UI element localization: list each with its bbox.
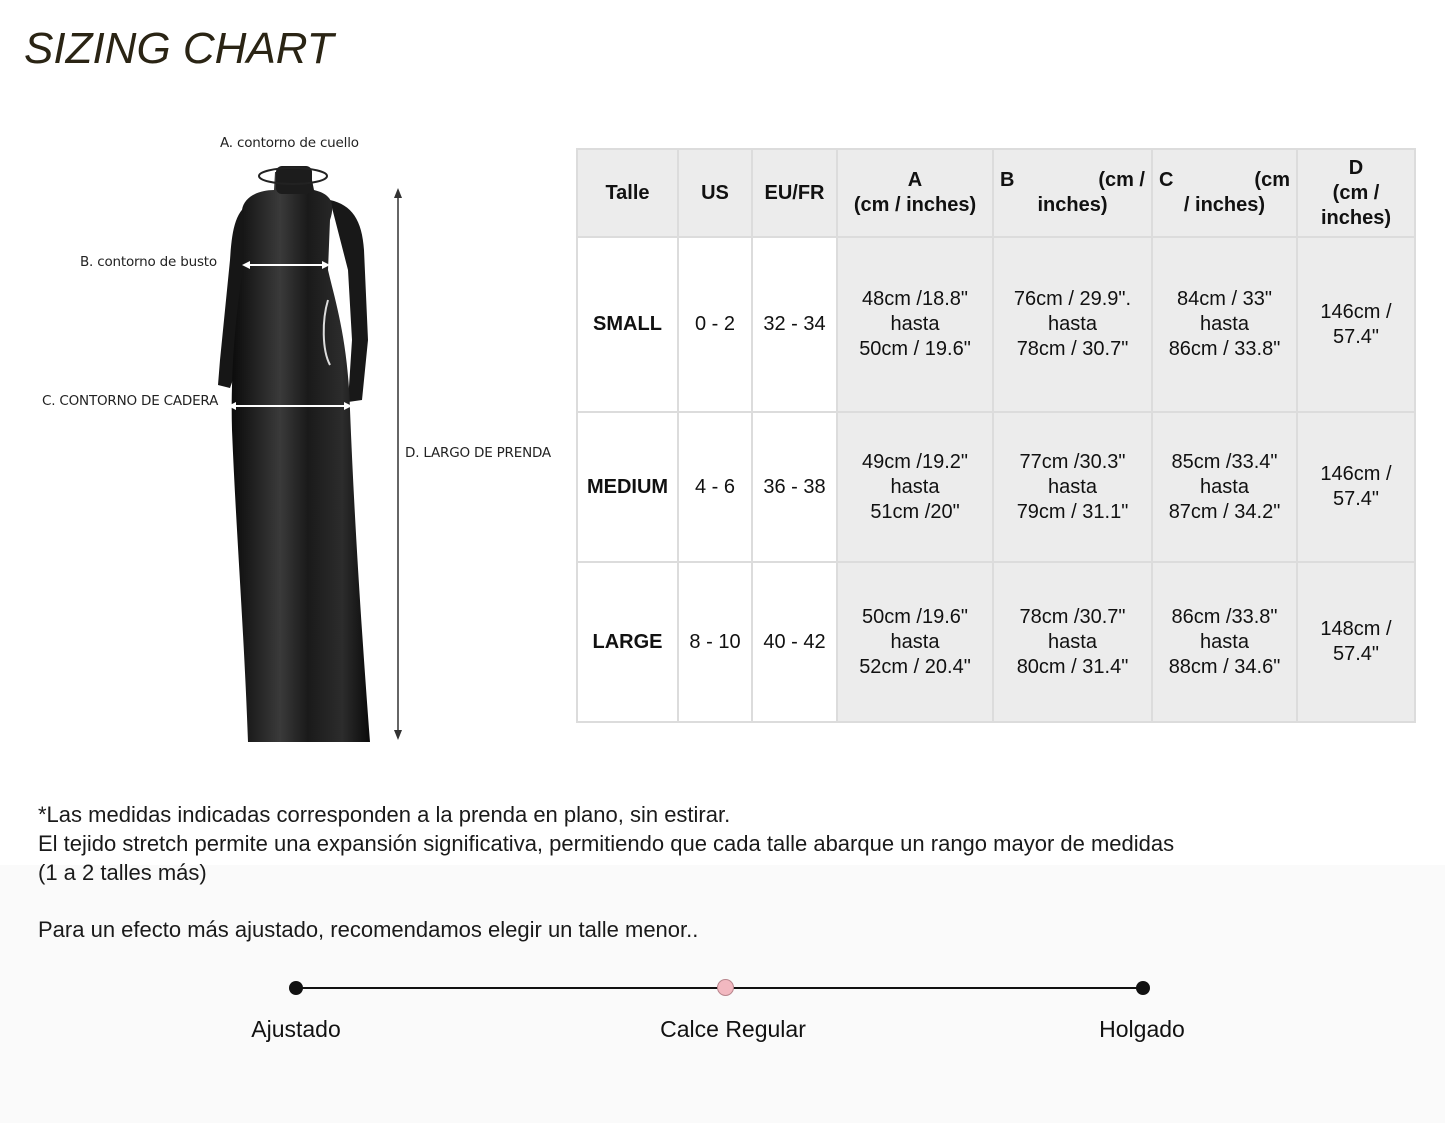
cell-talle: MEDIUM [577, 412, 678, 562]
header-a [837, 149, 993, 237]
table-row [577, 412, 1415, 562]
cell-d: 146cm / 57.4" [1297, 412, 1415, 562]
header-a-unit: (cm / inches) [853, 194, 977, 216]
header-b [993, 149, 1152, 237]
cell-us: 4 - 6 [678, 412, 752, 562]
header-d [1297, 149, 1415, 237]
label-length: D. LARGO DE PRENDA [405, 445, 551, 461]
table-header-row [577, 149, 1415, 237]
header-eufr: EU/FR [752, 149, 837, 237]
header-c-letter: C [1159, 169, 1174, 191]
cell-b: 78cm /30.7" hasta 80cm / 31.4" [993, 562, 1152, 722]
note-fit-tip: Para un efecto más ajustado, recomendamos elegir un talle menor.. [38, 917, 699, 942]
note-flat-measure: *Las medidas indicadas corresponden a la prenda en plano, sin estirar. [38, 802, 731, 827]
note-stretch: El tejido stretch permite una expansión significativa, permitiendo que cada talle abarque un rango mayor de medidas [38, 831, 1175, 856]
cell-d: 148cm / 57.4" [1297, 562, 1415, 722]
cell-a: 50cm /19.6" hasta 52cm / 20.4" [837, 562, 993, 722]
cell-c: 84cm / 33" hasta 86cm / 33.8" [1152, 237, 1297, 412]
cell-b: 76cm / 29.9". hasta 78cm / 30.7" [993, 237, 1152, 412]
dress-illustration [30, 110, 560, 760]
cell-c: 86cm /33.8" hasta 88cm / 34.6" [1152, 562, 1297, 722]
label-hip: C. CONTORNO DE CADERA [42, 393, 219, 409]
header-b-unit-2: inches) [1037, 194, 1108, 216]
cell-a: 48cm /18.8" hasta 50cm / 19.6" [837, 237, 993, 412]
cell-eufr: 36 - 38 [752, 412, 837, 562]
cell-a: 49cm /19.2" hasta 51cm /20" [837, 412, 993, 562]
cell-talle: LARGE [577, 562, 678, 722]
header-us: US [678, 149, 752, 237]
header-b-unit: (cm / [1098, 169, 1145, 191]
header-c-unit-2: / inches) [1183, 194, 1266, 216]
cell-talle: SMALL [577, 237, 678, 412]
cell-d: 146cm / 57.4" [1297, 237, 1415, 412]
header-d-unit-2: inches) [1320, 206, 1392, 229]
cell-us: 8 - 10 [678, 562, 752, 722]
table-row [577, 562, 1415, 722]
cell-c: 85cm /33.4" hasta 87cm / 34.2" [1152, 412, 1297, 562]
header-d-letter: D [1348, 156, 1364, 179]
page-title: SIZING CHART [24, 24, 334, 73]
table-row [577, 237, 1415, 412]
cell-b: 77cm /30.3" hasta 79cm / 31.1" [993, 412, 1152, 562]
header-talle: Talle [577, 149, 678, 237]
fit-dot-regular-selected [717, 979, 734, 996]
header-c-unit: (cm [1254, 169, 1290, 191]
label-bust: B. contorno de busto [80, 254, 217, 270]
label-neck: A. contorno de cuello [220, 135, 359, 151]
header-a-letter: A [907, 169, 923, 191]
neck [276, 166, 312, 194]
header-b-letter: B [1000, 169, 1015, 191]
cell-eufr: 32 - 34 [752, 237, 837, 412]
header-d-unit: (cm / [1332, 181, 1380, 204]
fit-label-regular: Calce Regular [660, 1016, 806, 1042]
cell-eufr: 40 - 42 [752, 562, 837, 722]
fit-label-ajustado: Ajustado [251, 1016, 341, 1042]
cell-us: 0 - 2 [678, 237, 752, 412]
sizing-notes [38, 800, 1174, 944]
note-stretch-range: (1 a 2 talles más) [38, 860, 207, 885]
fit-dot-holgado [1136, 981, 1150, 995]
header-c [1152, 149, 1297, 237]
sizing-table [576, 148, 1416, 723]
fit-scale [0, 960, 1445, 1080]
fit-dot-ajustado [289, 981, 303, 995]
garment-figure [30, 110, 560, 760]
fit-label-holgado: Holgado [1099, 1016, 1185, 1042]
